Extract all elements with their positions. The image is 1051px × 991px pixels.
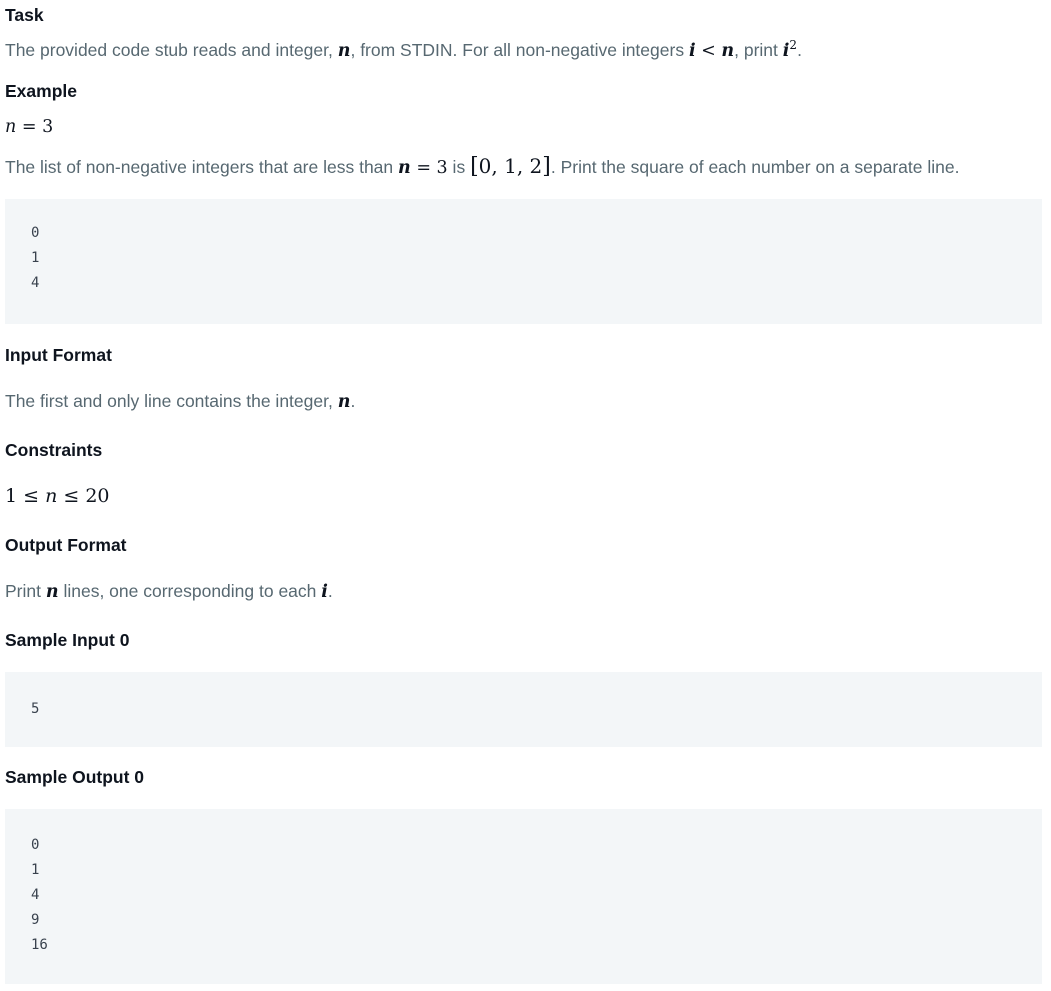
sample-output-block [5, 809, 1042, 984]
sample-input-heading: Sample Input 0 [5, 630, 130, 650]
sample-input-block [5, 672, 1042, 747]
input-format-text: The first and only line contains the integer, n. [5, 391, 356, 412]
code-line: 1 [31, 250, 40, 266]
code-line: 9 [31, 912, 40, 928]
task-heading: Task [5, 5, 44, 25]
example-description: The list of non-negative integers that are less than n = 3 is [0, 1, 2]. Print the square of each number on a separate line. [5, 154, 960, 179]
code-line: 4 [31, 887, 40, 903]
example-output-block [5, 199, 1042, 324]
code-line: 4 [31, 275, 40, 291]
task-description: The provided code stub reads and integer, n, from STDIN. For all non-negative integers i < n, print $i^2$. [5, 38, 802, 61]
example-formula: n = 3 [5, 117, 54, 137]
constraints-heading: Constraints [5, 440, 103, 460]
code-line: 16 [31, 937, 48, 953]
example-heading: Example [5, 81, 77, 101]
code-line: 5 [31, 701, 40, 717]
input-format-heading: Input Format [5, 345, 112, 365]
code-line: 1 [31, 862, 40, 878]
output-format-heading: Output Format [5, 535, 127, 555]
code-line: 0 [31, 225, 40, 241]
constraints-formula: 1 ≤ n ≤ 20 [5, 485, 110, 507]
sample-output-heading: Sample Output 0 [5, 767, 145, 787]
output-format-text: Print n lines, one corresponding to each i. [5, 581, 333, 602]
code-line: 0 [31, 837, 40, 853]
